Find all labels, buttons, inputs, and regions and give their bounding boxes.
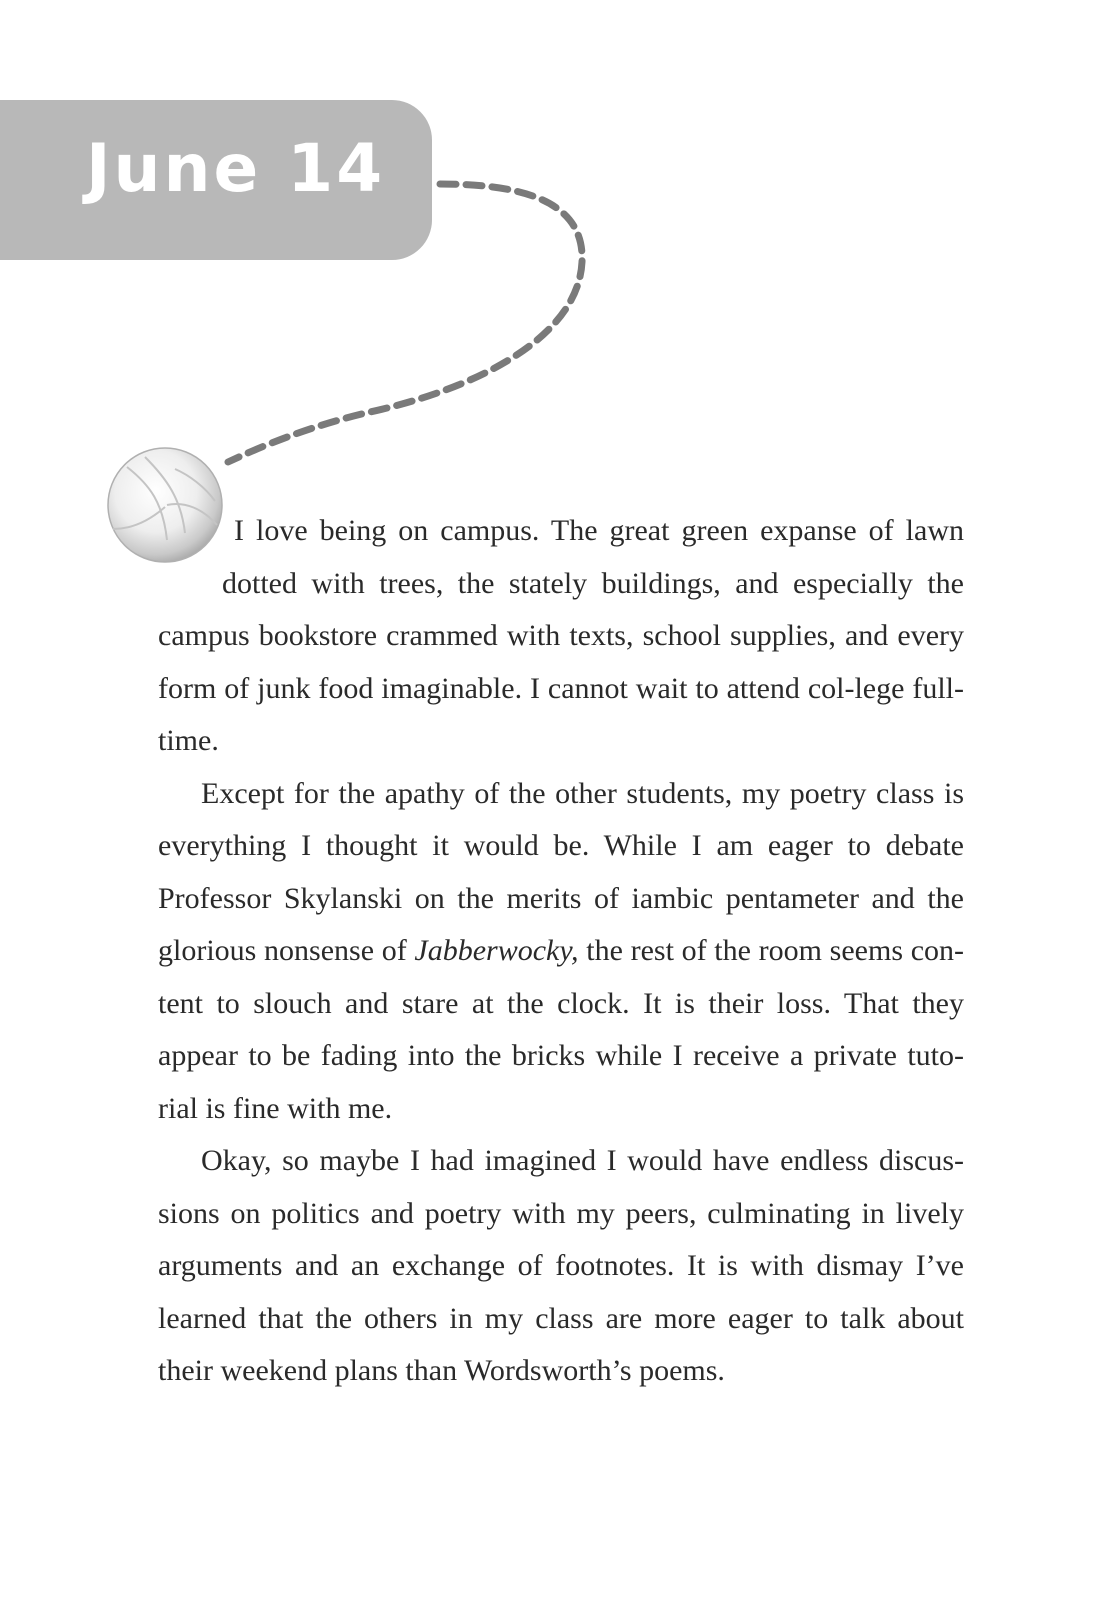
date-heading: June 14 <box>86 130 386 207</box>
paragraph-2 <box>158 768 964 1136</box>
body-text <box>158 505 964 1398</box>
paragraph-1: I love being on campus. The great green expanse of lawn dotted with trees, the stately buildings, and especially the campus bookstore crammed with texts, school supplies, and every form of junk food imaginable. I cannot wait to attend col-lege full-time. <box>158 514 964 757</box>
paragraph-2-title: Jabberwocky, <box>414 934 579 967</box>
paragraph-2-before: Except for the apathy of the other students, my poetry class is everything I thought it would be. While I am eager to debate Professor Skylanski on the merits of iambic pentameter and the glorious nonsense of <box>158 776 964 967</box>
ball-wrap-spacer <box>158 505 234 557</box>
paragraph-2-after: the rest of the room seems con-tent to slouch and stare at the clock. It is their loss. That they appear to be fading into the bricks while I receive a private tuto-rial is fine with me. <box>158 934 964 1125</box>
paragraph-3: Okay, so maybe I had imagined I would have endless discus-sions on politics and poetry with my peers, culminating in lively arguments and an exchange of footnotes. It is with dismay I’ve learned that the others in my class are more eager to talk about their weekend plans than Wordsworth’s poems. <box>158 1144 964 1387</box>
ball-wrap-spacer <box>158 557 222 609</box>
